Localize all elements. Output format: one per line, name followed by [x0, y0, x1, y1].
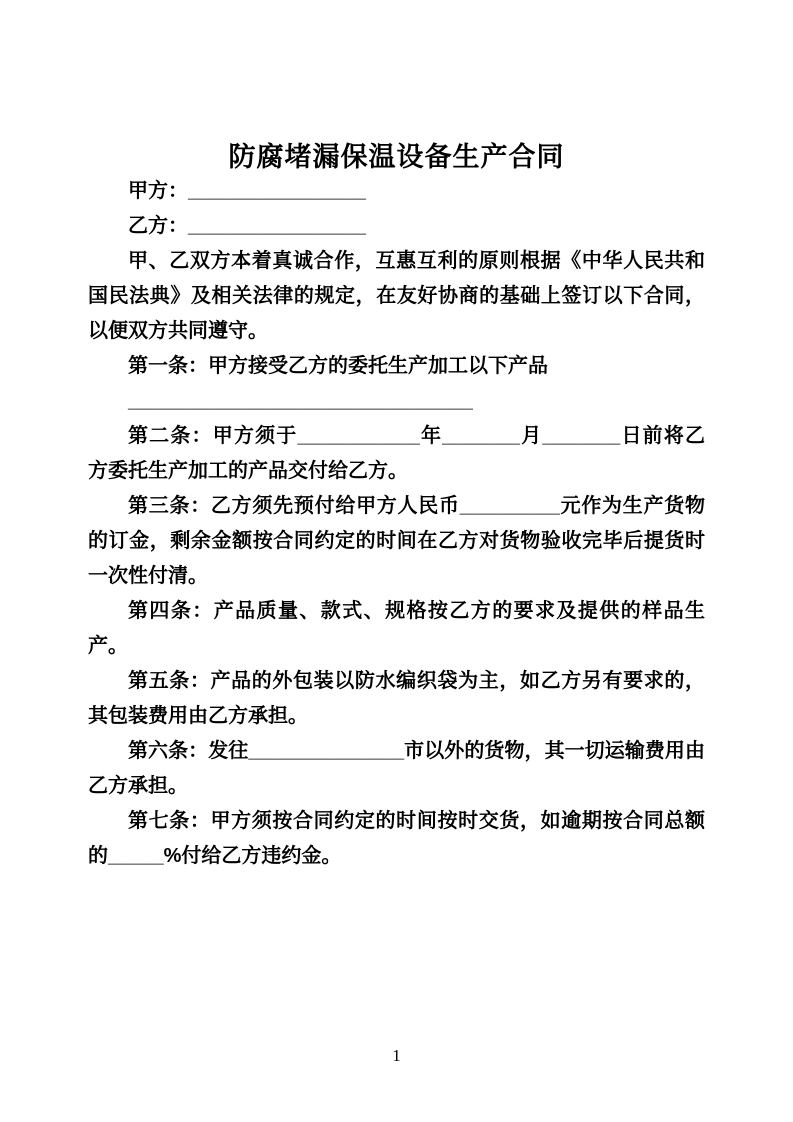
article-3-paragraph: 第三条：乙方须先预付给甲方人民币_________元作为生产货物的订金，剩余金额按合同约定的时间在乙方对货物验收完毕后提货时一次性付清。 — [88, 495, 705, 587]
article-4-paragraph: 第四条：产品质量、款式、规格按乙方的要求及提供的样品生产。 — [88, 600, 705, 657]
party-b-line — [88, 209, 705, 244]
preamble-paragraph: 甲、乙双方本着真诚合作，互惠互利的原则根据《中华人民共和国民法典》及相关法律的规定，在友好协商的基础上签订以下合同，以便双方共同遵守。 — [88, 250, 705, 342]
party-a-line — [88, 174, 705, 209]
article-7-paragraph: 第七条：甲方须按合同约定的时间按时交货，如逾期按合同总额的_____%付给乙方违约金。 — [88, 810, 705, 867]
article-5-paragraph: 第五条：产品的外包装以防水编织袋为主，如乙方另有要求的，其包装费用由乙方承担。 — [88, 670, 705, 727]
document-title: 防腐堵漏保温设备生产合同 — [228, 142, 565, 172]
article-2-paragraph: 第二条：甲方须于___________年_______月_______日前将乙方委托生产加工的产品交付给乙方。 — [88, 425, 705, 482]
party-b-label: 乙方： — [128, 215, 188, 237]
page-number: 1 — [392, 1046, 401, 1065]
party-a-label: 甲方： — [128, 180, 188, 202]
article-6-paragraph: 第六条：发往______________市以外的货物，其一切运输费用由乙方承担。 — [88, 740, 705, 797]
article-1-blank-line: _______________________________ — [128, 390, 473, 412]
article-1-paragraph: 第一条：甲方接受乙方的委托生产加工以下产品 — [128, 355, 548, 377]
party-b-blank: ________________ — [188, 215, 366, 237]
party-a-blank: ________________ — [188, 180, 366, 202]
